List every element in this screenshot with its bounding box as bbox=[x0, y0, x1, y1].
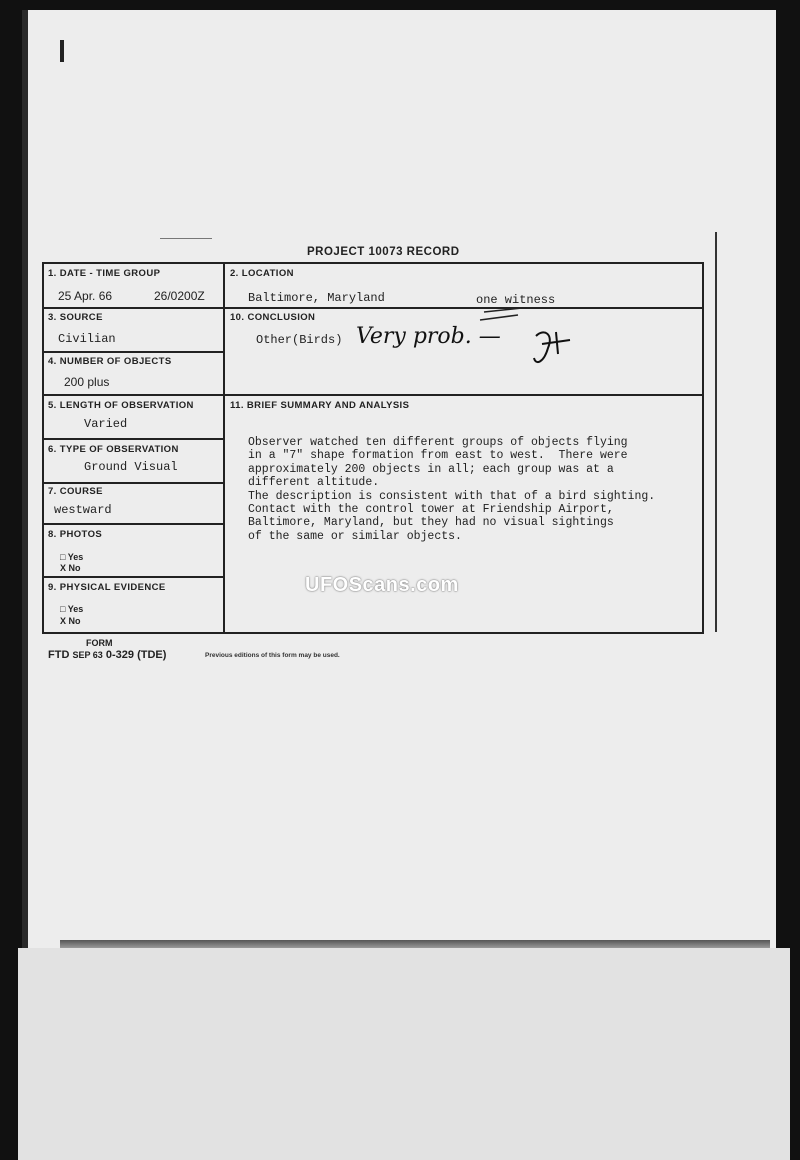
form-number: 0-329 (TDE) bbox=[105, 649, 167, 661]
summary-label: 11. BRIEF SUMMARY AND ANALYSIS bbox=[230, 400, 410, 411]
summary-text: Observer watched ten different groups of objects flying in a "7" shape formation from east to west. There were approximately 200 objects in all; each group was at a different altitude. The description is consistent with that of a bird sighting. Contact with the control tower at Friendship Airport, Baltimore, Maryland, but they had no visual sightings of the same or similar objects. bbox=[248, 436, 656, 543]
evidence-yes-label: Yes bbox=[67, 604, 84, 614]
footer-form-id bbox=[48, 649, 166, 661]
evidence-yes-option: □ Yes bbox=[60, 604, 84, 614]
location-label: 2. LOCATION bbox=[230, 268, 294, 279]
record-title: PROJECT 10073 RECORD bbox=[307, 246, 460, 258]
conclusion-label: 10. CONCLUSION bbox=[230, 312, 316, 323]
date-value: 25 Apr. 66 bbox=[58, 289, 113, 303]
handwritten-note: Very prob. — bbox=[356, 324, 501, 349]
row-divider bbox=[44, 482, 224, 484]
row-divider bbox=[44, 438, 224, 440]
row-divider bbox=[44, 523, 224, 525]
photos-yes-label: Yes bbox=[67, 552, 84, 562]
location-value: Baltimore, Maryland bbox=[248, 291, 385, 305]
footer-note: Previous editions of this form may be used. bbox=[205, 652, 340, 659]
physical-evidence-label: 9. PHYSICAL EVIDENCE bbox=[48, 582, 166, 593]
length-of-observation-label: 5. LENGTH OF OBSERVATION bbox=[48, 400, 194, 411]
row-divider bbox=[44, 576, 224, 578]
punch-mark bbox=[60, 40, 64, 62]
course-value: westward bbox=[54, 503, 112, 517]
photos-yes-option: □ Yes bbox=[60, 552, 84, 562]
source-value: Civilian bbox=[58, 332, 116, 346]
evidence-no-label: No bbox=[68, 616, 81, 626]
number-of-objects-value: 200 plus bbox=[64, 375, 110, 389]
row-divider bbox=[44, 307, 702, 309]
type-of-observation-label: 6. TYPE OF OBSERVATION bbox=[48, 444, 179, 455]
photos-no-label: No bbox=[68, 563, 81, 573]
length-of-observation-value: Varied bbox=[84, 417, 128, 431]
evidence-no-mark: X bbox=[60, 616, 67, 626]
course-label: 7. COURSE bbox=[48, 486, 103, 497]
conclusion-value: Other(Birds) bbox=[256, 333, 343, 347]
evidence-no-option bbox=[60, 616, 81, 626]
background-sheet bbox=[18, 948, 790, 1160]
row-divider bbox=[44, 394, 702, 396]
header-dash bbox=[160, 238, 212, 239]
watermark: UFOScans.com bbox=[305, 574, 459, 596]
time-value: 26/0200Z bbox=[154, 289, 205, 303]
row-divider bbox=[44, 351, 224, 353]
photos-no-option bbox=[60, 563, 81, 573]
form-date: SEP 63 bbox=[72, 650, 103, 660]
photos-no-mark: X bbox=[60, 563, 67, 573]
date-time-label: 1. DATE - TIME GROUP bbox=[48, 268, 161, 279]
number-of-objects-label: 4. NUMBER OF OBJECTS bbox=[48, 356, 172, 367]
form-id: FTD bbox=[48, 649, 70, 661]
handwritten-marks bbox=[478, 306, 588, 376]
source-label: 3. SOURCE bbox=[48, 312, 103, 323]
type-of-observation-value: Ground Visual bbox=[84, 460, 178, 474]
photos-label: 8. PHOTOS bbox=[48, 529, 103, 540]
page-edge-line bbox=[715, 232, 717, 632]
footer-form-word: FORM bbox=[86, 638, 113, 648]
witness-count: one witness bbox=[476, 293, 556, 307]
